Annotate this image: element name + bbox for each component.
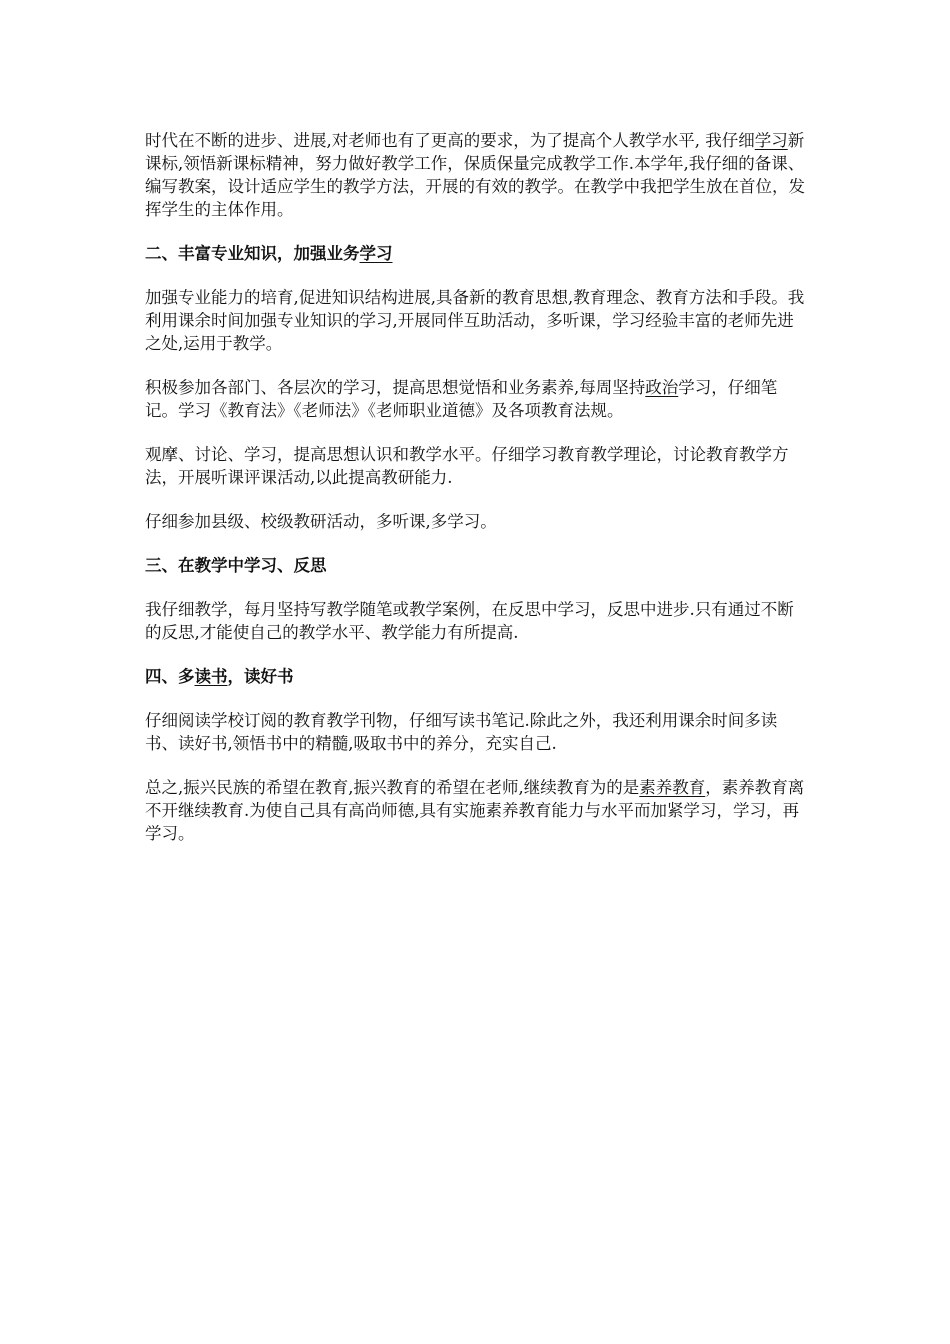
- paragraph-conclusion: 总之,振兴民族的希望在教育,振兴教育的希望在老师,继续教育为的是素养教育，素养教育离不开继续教育.为使自己具有高尚师德,具有实施素养教育能力与水平而加紧学习，学习，再学习。: [145, 778, 805, 843]
- paragraph-professional: 加强专业能力的培育,促进知识结构进展,具备新的教育思想,教育理念、教育方法和手段。我利用课余时间加强专业知识的学习,开展同伴互助活动，多听课，学习经验丰富的老师先进之处,运用于教学。: [145, 288, 805, 353]
- paragraph-observation: 观摩、讨论、学习，提高思想认识和教学水平。仔细学习教育教学理论，讨论教育教学方法，开展听课评课活动,以此提高教研能力.: [145, 445, 789, 487]
- link-reading[interactable]: 读书: [194, 667, 228, 686]
- link-study[interactable]: 学习: [754, 131, 788, 150]
- paragraph-intro: 时代在不断的进步、进展,对老师也有了更高的要求，为了提高个人教学水平, 我仔细学习新课标,领悟新课标精神，努力做好教学工作，保质保量完成教学工作.本学年,我仔细的备课、编写教案，设计适应学生的教学方法，开展的有效的教学。在教学中我把学生放在首位，发挥学生的主体作用。: [145, 131, 805, 219]
- paragraph-reflection: 我仔细教学，每月坚持写教学随笔或教学案例，在反思中学习，反思中进步.只有通过不断的反思,才能使自己的教学水平、教学能力有所提高.: [145, 600, 794, 642]
- paragraph-reading: 仔细阅读学校订阅的教育教学刊物，仔细写读书笔记.除此之外，我还利用课余时间多读书、读好书,领悟书中的精髓,吸取书中的养分，充实自己.: [145, 711, 778, 753]
- link-study-heading[interactable]: 学习: [359, 244, 393, 263]
- paragraph-research: 仔细参加县级、校级教研活动，多听课,多学习。: [145, 512, 497, 531]
- link-quality-education[interactable]: 素养教育: [639, 778, 706, 797]
- link-politics[interactable]: 政治: [645, 378, 679, 397]
- document-body: [145, 129, 810, 866]
- section-heading-2: 二、丰富专业知识，加强业务学习: [145, 244, 393, 263]
- section-heading-4: 四、多读书，读好书: [145, 667, 294, 686]
- section-heading-3: 三、在教学中学习、反思: [145, 556, 327, 575]
- paragraph-participation: 积极参加各部门、各层次的学习，提高思想觉悟和业务素养,每周坚持政治学习，仔细笔记。学习《教育法》《老师法》《老师职业道德》及各项教育法规。: [145, 378, 778, 420]
